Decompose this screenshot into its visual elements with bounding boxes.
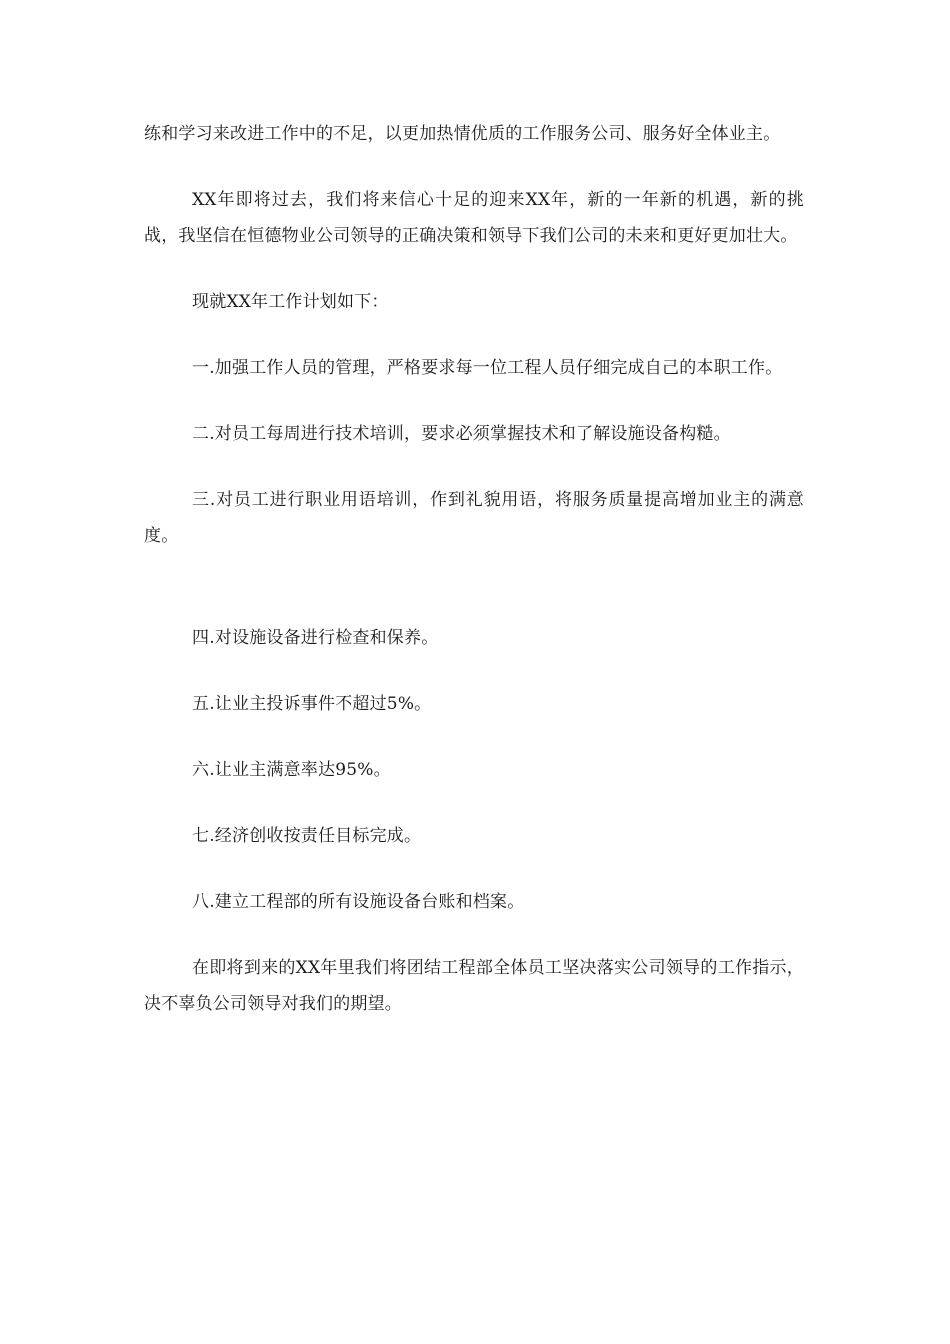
plan-item-7: 七.经济创收按责任目标完成。 — [192, 826, 422, 846]
paragraph-plan-intro: 现就XX年工作计划如下： — [192, 292, 389, 312]
plan-item-5: 五.让业主投诉事件不超过5%。 — [192, 694, 432, 714]
paragraph-continuation: 练和学习来改进工作中的不足，以更加热情优质的工作服务公司、服务好全体业主。 — [144, 124, 781, 144]
paragraph-closing: 在即将到来的XX年里我们将团结工程部全体员工坚决落实公司领导的工作指示，决不辜负公司领导对我们的期望。 — [144, 958, 804, 1014]
paragraph-year-outlook: XX年即将过去，我们将来信心十足的迎来XX年，新的一年新的机遇，新的挑战，我坚信在恒德物业公司领导的正确决策和领导下我们公司的未来和更好更加壮大。 — [144, 190, 804, 246]
plan-item-6: 六.让业主满意率达95%。 — [192, 760, 391, 780]
plan-item-1: 一.加强工作人员的管理，严格要求每一位工程人员仔细完成自己的本职工作。 — [192, 358, 783, 378]
plan-item-4: 四.对设施设备进行检查和保养。 — [192, 628, 439, 648]
plan-item-2: 二.对员工每周进行技术培训，要求必须掌握技术和了解设施设备构糙。 — [192, 424, 731, 444]
document-body — [144, 116, 804, 1022]
plan-item-8: 八.建立工程部的所有设施设备台账和档案。 — [192, 892, 525, 912]
plan-item-3: 三.对员工进行职业用语培训，作到礼貌用语，将服务质量提高增加业主的满意度。 — [144, 490, 804, 546]
